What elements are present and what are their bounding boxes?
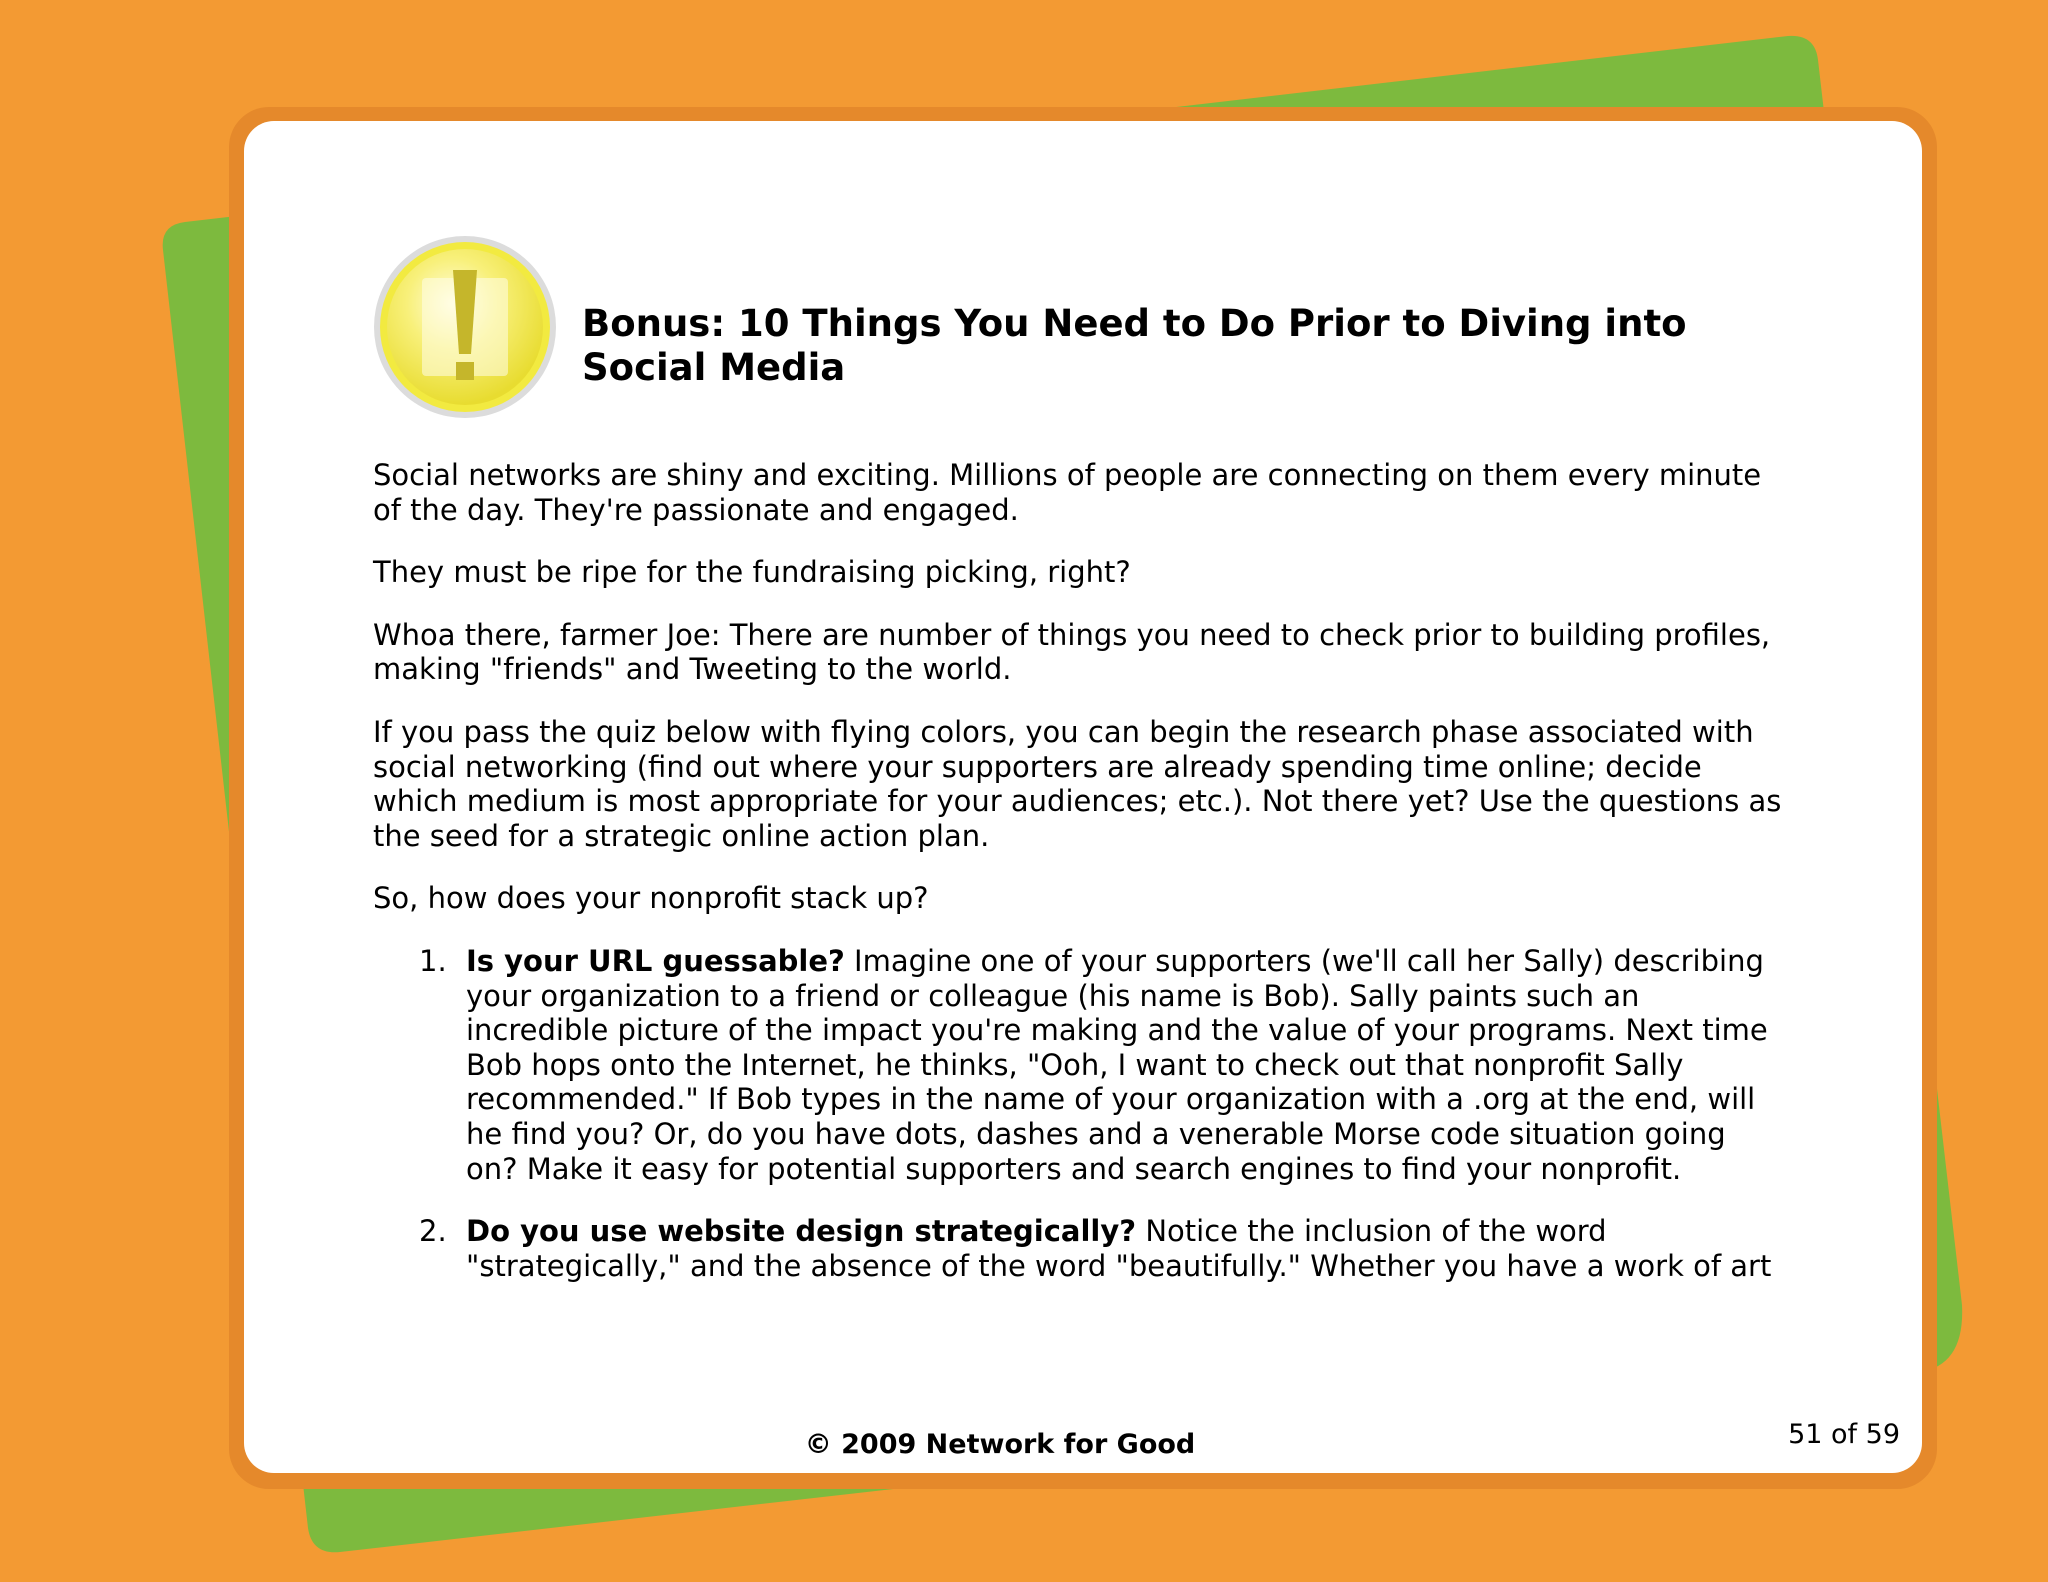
list-question: Do you use website design strategically? <box>466 1214 1137 1249</box>
list-question: Is your URL guessable? <box>466 943 845 978</box>
body-text <box>373 458 1783 1311</box>
paragraph-quiz: If you pass the quiz below with flying colors, you can begin the research phase associated with social networking (find out where your supporters are already spending time online; decide which medium is most appropriate for your audiences; etc.). Not there yet? Use the questions as the seed for a strategic online action plan. <box>373 714 1782 853</box>
list-number: 2. <box>419 1214 447 1249</box>
paragraph-whoa: Whoa there, farmer Joe: There are number of things you need to check prior to building profiles, making "friends" and Tweeting to the world. <box>373 617 1771 687</box>
paragraph-stack-up: So, how does your nonprofit stack up? <box>373 881 929 916</box>
paragraph-question: They must be ripe for the fundraising picking, right? <box>373 555 1131 590</box>
list-text: Notice the inclusion of the word "strategically," and the absence of the word "beautifully." Whether you have a work of art <box>466 1214 1772 1283</box>
list-item <box>373 1214 1783 1283</box>
footer-copyright: © 2009 Network for Good <box>804 1429 1196 1460</box>
checklist <box>373 944 1783 1283</box>
page-title: Bonus: 10 Things You Need to Do Prior to Diving into Social Media <box>582 302 1687 389</box>
list-number: 1. <box>419 943 447 978</box>
page-indicator: 51 of 59 <box>1788 1419 1900 1450</box>
exclamation-icon <box>372 234 558 420</box>
list-text: Imagine one of your supporters (we'll call her Sally) describing your organization to a friend or colleague (his name is Bob). Sally paints such an incredible picture of the impact you're making and the value of your programs. Next time Bob hops onto the Internet, he thinks, "Ooh, I want to check out that nonprofit Sally recommended." If Bob types in the name of your organization with a .org at the end, will he find you? Or, do you have dots, dashes and a venerable Morse code situation going on? Make it easy for potential supporters and search engines to find your nonprofit. <box>466 943 1768 1186</box>
list-item <box>373 944 1783 1186</box>
paragraph-intro: Social networks are shiny and exciting. Millions of people are connecting on them every minute of the day. They're passionate and engaged. <box>373 458 1762 527</box>
